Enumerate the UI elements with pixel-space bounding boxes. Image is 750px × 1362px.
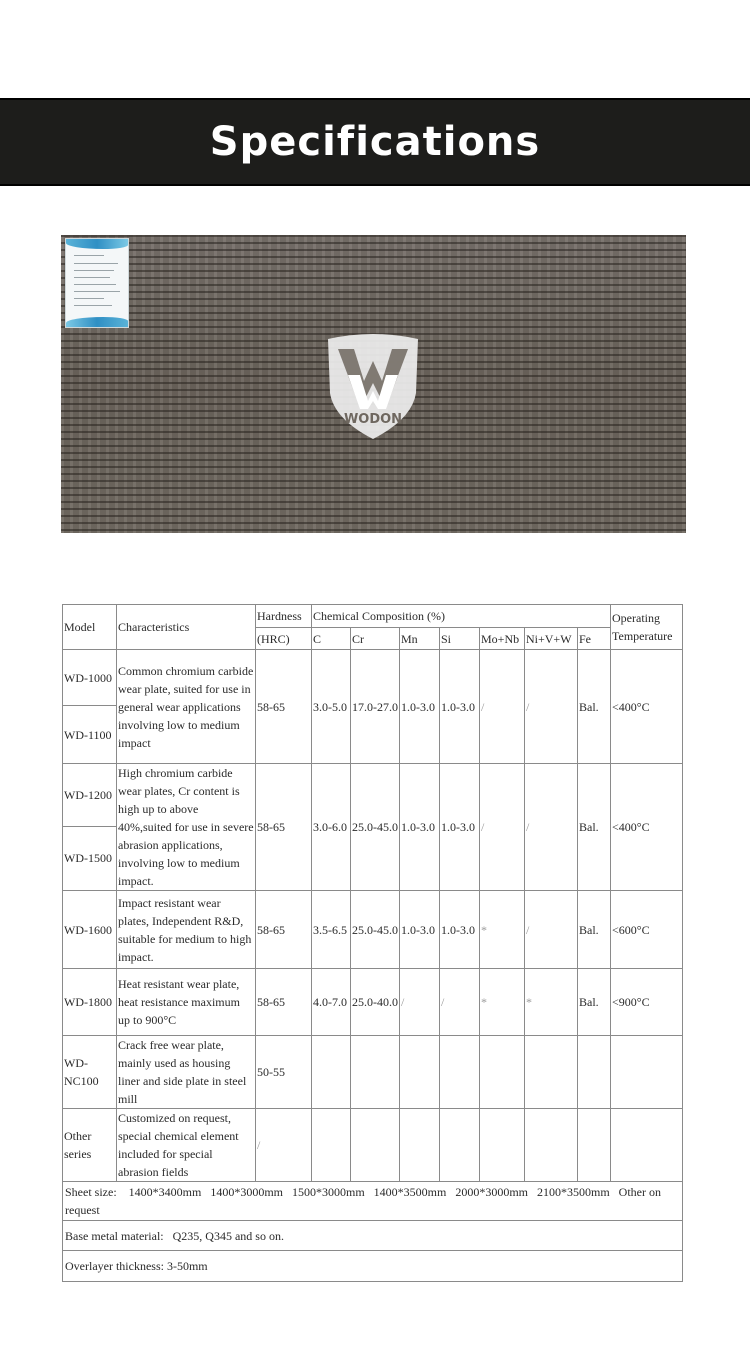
base-metal-row: [63, 1221, 683, 1251]
header-hrc: (HRC): [256, 628, 312, 650]
mn-cell: 1.0-3.0: [400, 650, 440, 764]
si-cell: [440, 1109, 480, 1182]
header-chemical-composition: Chemical Composition (%): [312, 605, 611, 628]
monb-cell: *: [480, 891, 525, 969]
cr-cell: [351, 1109, 400, 1182]
model-cell: WD-1500: [63, 826, 117, 890]
header-row: [63, 605, 683, 628]
header-element-monb: Mo+Nb: [480, 628, 525, 650]
temp-cell: [611, 1109, 683, 1182]
header-operating-temperature: Operating Temperature: [611, 605, 683, 650]
model-cell: Other series: [63, 1109, 117, 1182]
si-cell: [440, 1036, 480, 1109]
base-metal-text: Base metal material: Q235, Q345 and so on.: [63, 1221, 683, 1251]
table-row: [63, 891, 683, 969]
header-element-nivw: Ni+V+W: [525, 628, 578, 650]
characteristics-cell: Common chromium carbide wear plate, suited for use in general wear applications involving low to medium impact: [117, 650, 256, 764]
cr-cell: 25.0-40.0: [351, 969, 400, 1036]
c-cell: 4.0-7.0: [312, 969, 351, 1036]
si-cell: 1.0-3.0: [440, 650, 480, 764]
header-element-cr: Cr: [351, 628, 400, 650]
fe-cell: Bal.: [578, 969, 611, 1036]
product-image: [61, 235, 686, 533]
temp-cell: <400°C: [611, 764, 683, 891]
overlayer-text: Overlayer thickness: 3-50mm: [63, 1251, 683, 1282]
model-cell: WD-1100: [63, 706, 117, 764]
model-cell: WD-1800: [63, 969, 117, 1036]
specifications-table: [62, 604, 682, 1282]
table-row: [63, 650, 683, 706]
model-cell: WD-NC100: [63, 1036, 117, 1109]
nivw-cell: [525, 1036, 578, 1109]
temp-cell: <400°C: [611, 650, 683, 764]
si-cell: 1.0-3.0: [440, 764, 480, 891]
model-cell: WD-1600: [63, 891, 117, 969]
characteristics-cell: High chromium carbide wear plates, Cr content is high up to above 40%,suited for use in severe abrasion applications, involving low to medium impact.: [117, 764, 256, 891]
model-cell: WD-1000: [63, 650, 117, 706]
monb-cell: *: [480, 969, 525, 1036]
c-cell: [312, 1109, 351, 1182]
monb-cell: /: [480, 764, 525, 891]
header-element-c: C: [312, 628, 351, 650]
page-title: Specifications: [209, 119, 541, 165]
fe-cell: [578, 1036, 611, 1109]
header-hardness: Hardness: [256, 605, 312, 628]
specifications-banner: [0, 98, 750, 186]
mn-cell: 1.0-3.0: [400, 764, 440, 891]
svg-text:WODON: WODON: [343, 412, 403, 427]
temp-cell: <900°C: [611, 969, 683, 1036]
fe-cell: Bal.: [578, 764, 611, 891]
nivw-cell: *: [525, 969, 578, 1036]
hardness-cell: 58-65: [256, 650, 312, 764]
cr-cell: 25.0-45.0: [351, 764, 400, 891]
hardness-cell: /: [256, 1109, 312, 1182]
mn-cell: 1.0-3.0: [400, 891, 440, 969]
cr-cell: 17.0-27.0: [351, 650, 400, 764]
characteristics-cell: Impact resistant wear plates, Independent R&D, suitable for medium to high impact.: [117, 891, 256, 969]
mn-cell: /: [400, 969, 440, 1036]
fe-cell: Bal.: [578, 891, 611, 969]
hardness-cell: 58-65: [256, 891, 312, 969]
table-row: [63, 764, 683, 827]
sheet-size-text: Sheet size: 1400*3400mm 1400*3000mm 1500*3000mm 1400*3500mm 2000*3000mm 2100*3500mm Other on request: [63, 1182, 683, 1221]
overlayer-row: [63, 1251, 683, 1282]
header-element-mn: Mn: [400, 628, 440, 650]
nivw-cell: /: [525, 891, 578, 969]
cr-cell: [351, 1036, 400, 1109]
cr-cell: 25.0-45.0: [351, 891, 400, 969]
monb-cell: [480, 1036, 525, 1109]
fe-cell: Bal.: [578, 650, 611, 764]
characteristics-cell: Customized on request, special chemical element included for special abrasion fields: [117, 1109, 256, 1182]
wodon-shield-logo-icon: [324, 331, 422, 441]
table-row: [63, 969, 683, 1036]
temp-cell: [611, 1036, 683, 1109]
monb-cell: [480, 1109, 525, 1182]
monb-cell: /: [480, 650, 525, 764]
si-cell: /: [440, 969, 480, 1036]
c-cell: 3.0-6.0: [312, 764, 351, 891]
certificate-label: [65, 238, 129, 328]
hardness-cell: 50-55: [256, 1036, 312, 1109]
table-row: [63, 1036, 683, 1109]
temp-cell: <600°C: [611, 891, 683, 969]
header-model: Model: [63, 605, 117, 650]
hardness-cell: 58-65: [256, 969, 312, 1036]
table-row: [63, 1109, 683, 1182]
header-element-si: Si: [440, 628, 480, 650]
characteristics-cell: Crack free wear plate, mainly used as housing liner and side plate in steel mill: [117, 1036, 256, 1109]
c-cell: 3.5-6.5: [312, 891, 351, 969]
hardness-cell: 58-65: [256, 764, 312, 891]
nivw-cell: /: [525, 650, 578, 764]
si-cell: 1.0-3.0: [440, 891, 480, 969]
mn-cell: [400, 1109, 440, 1182]
model-cell: WD-1200: [63, 764, 117, 827]
sheet-size-row: [63, 1182, 683, 1221]
header-characteristics: Characteristics: [117, 605, 256, 650]
characteristics-cell: Heat resistant wear plate, heat resistance maximum up to 900°C: [117, 969, 256, 1036]
c-cell: [312, 1036, 351, 1109]
fe-cell: [578, 1109, 611, 1182]
header-element-fe: Fe: [578, 628, 611, 650]
nivw-cell: [525, 1109, 578, 1182]
c-cell: 3.0-5.0: [312, 650, 351, 764]
mn-cell: [400, 1036, 440, 1109]
nivw-cell: /: [525, 764, 578, 891]
